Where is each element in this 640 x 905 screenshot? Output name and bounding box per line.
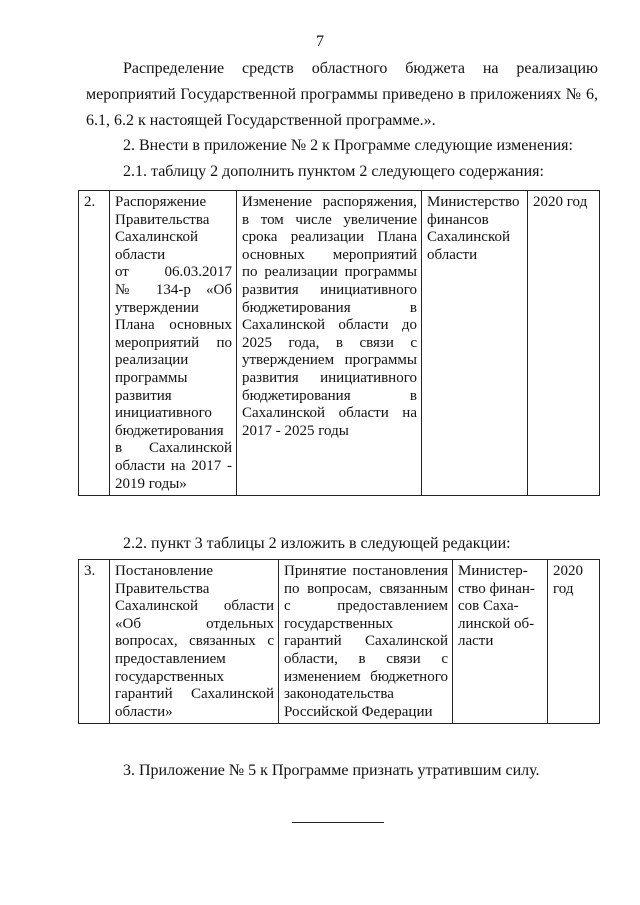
cell-text-line: Российской Федерации [284,703,433,720]
cell-text-line: 2017 - 2025 годы [242,422,349,439]
cell-text-line: ство финан- [458,580,535,597]
table-row [79,191,600,496]
cell-text-line: Министерство [427,194,520,210]
cell-text-line: гарантий Сахалинской [115,686,274,703]
table-row [79,560,600,724]
cell-text-line: 2020 [553,563,583,579]
cell-text-line: Правительства [115,580,210,597]
cell-text-line: № 134-р «Об [115,281,232,298]
cell-text-line: в том числе увеличение [242,211,417,228]
cell-text-line: Сахалинской области на [242,405,417,422]
paragraph-3: 3. Приложение № 5 к Программе признать утратившим силу. [123,762,540,779]
cell-text-line: Сахалинской [115,229,199,246]
cell-text-line: Министер- [458,563,528,579]
content-cell [237,191,422,496]
cell-text-line: с предоставлением [284,598,448,615]
paragraph-1-line: 6.1, 6.2 к настоящей Государственной программе.». [86,112,436,129]
cell-text-line: в Сахалинской [115,440,232,457]
row-number-cell: 3. [79,560,110,724]
paragraph-2-1: 2.1. таблицу 2 дополнить пунктом 2 следующего содержания: [123,163,544,180]
cell-text-line: законодательства [284,686,394,703]
cell-text-line: основных мероприятий [242,246,417,263]
cell-text-line: утверждением программы [242,352,417,369]
year-cell [528,191,600,496]
cell-text-line: Изменение распоряжения, [242,194,417,210]
cell-text-line: бюджетирования [115,422,224,439]
cell-text-line: изменением бюджетного [284,668,448,685]
cell-text-line: Правительства [115,211,210,228]
row-number-cell: 2. [79,191,110,496]
cell-text-line: «Об отдельных [115,615,274,632]
table-1 [78,190,600,496]
cell-text-line: Сахалинской [427,229,511,246]
page-number: 7 [316,33,324,50]
cell-text-line: вопросах, связанных с [115,633,274,650]
cell-text-line: год [553,580,574,597]
cell-text-line: Сахалинской области до [242,317,417,334]
paragraph-2-2: 2.2. пункт 3 таблицы 2 изложить в следующей редакции: [123,535,511,552]
paragraph-2: 2. Внести в приложение № 2 к Программе следующие изменения: [123,137,573,154]
cell-text-line: сов Саха- [458,598,519,615]
cell-text-line: бюджетирования в [242,299,417,316]
cell-text-line: области, в связи с [284,650,448,667]
cell-text-line: Плана основных [115,317,232,334]
cell-text-line: развития [115,387,172,404]
cell-text-line: линской об- [458,615,535,632]
cell-text-line: инициативного [115,405,212,422]
cell-text-line: программы [115,369,188,386]
cell-text-line: Постановление [115,563,214,579]
cell-text-line: по реализации программы [242,264,417,281]
cell-text-line: мероприятий по [115,334,232,351]
cell-text-line: области на 2017 - [115,457,232,474]
cell-text-line: Распоряжение [115,194,207,210]
table-2 [78,559,600,724]
cell-text-line: области» [115,703,173,720]
cell-text-line: по вопросам, связанным [284,580,448,597]
document-cell [110,191,237,496]
executor-cell [453,560,548,724]
cell-text-line: гарантий Сахалинской [284,633,448,650]
cell-text-line: развития инициативного [242,281,417,298]
closing-rule [292,822,384,823]
paragraph-1-line: мероприятий Государственной программы приведено в приложениях № 6, [86,86,598,103]
cell-text-line: государственных [284,615,393,632]
paragraph-1 [86,56,598,134]
cell-text-line: реализации [115,352,189,369]
cell-text-line: области [115,246,166,263]
cell-text-line: предоставлением [115,650,226,667]
cell-text-line: Принятие постановления [284,563,448,579]
cell-text-line: бюджетирования в [242,387,417,404]
cell-text-line: 2019 годы» [115,475,187,492]
cell-text-line: 2020 год [533,194,588,210]
cell-text-line: Сахалинской области [115,598,274,615]
cell-text-line: развития инициативного [242,369,417,386]
cell-text-line: финансов [427,211,489,228]
paragraph-1-line: Распределение средств областного бюджета на реализацию [123,60,598,77]
cell-text-line: области [427,246,478,263]
cell-text-line: от 06.03.2017 [115,264,232,281]
cell-text-line: срока реализации Плана [242,229,417,246]
cell-text-line: ласти [458,633,494,650]
cell-text-line: 2025 года, в связи с [242,334,417,351]
content-cell [279,560,453,724]
year-cell [548,560,600,724]
cell-text-line: утверждении [115,299,199,316]
document-cell [110,560,279,724]
executor-cell [422,191,528,496]
cell-text-line: государственных [115,668,224,685]
